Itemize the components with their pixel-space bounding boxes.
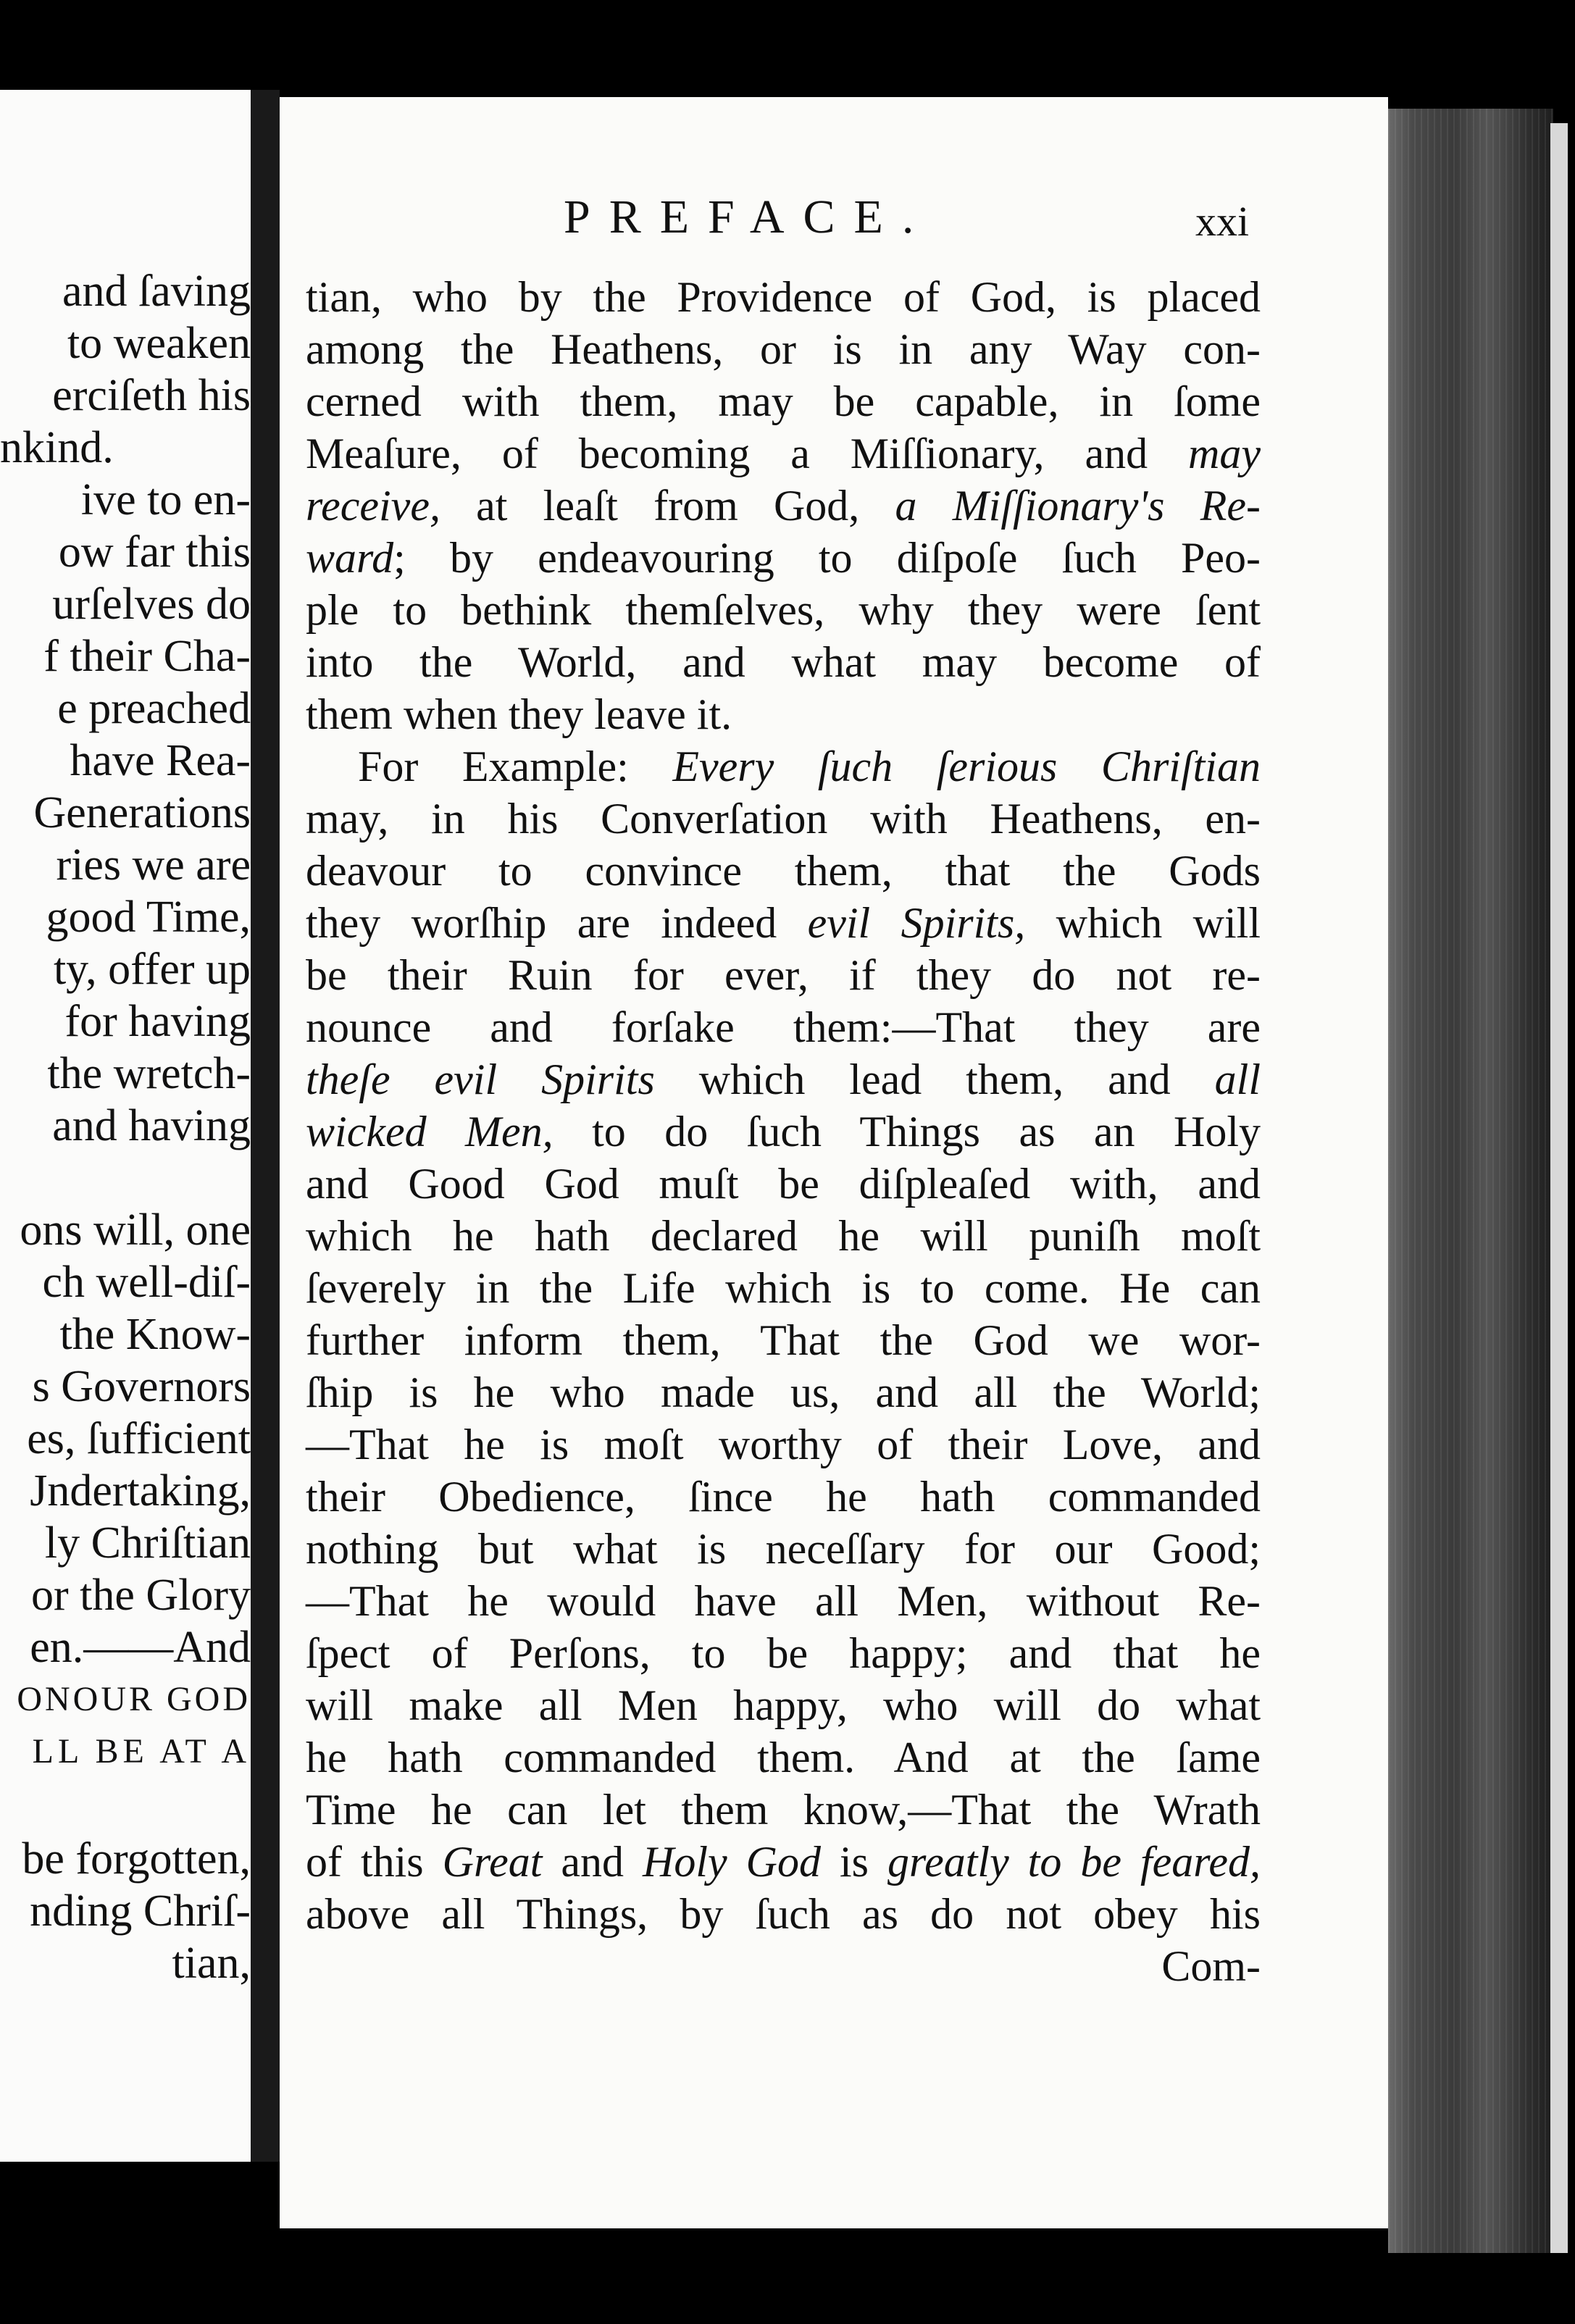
left-page-line: LL BE AT A	[32, 1732, 251, 1771]
text-run: is	[820, 1838, 887, 1886]
text-line: be their Ruin for ever, if they do not re-	[306, 951, 1261, 999]
text-line: —That he would have all Men, without Re-	[306, 1577, 1261, 1625]
left-page-line: urſelves do	[52, 580, 251, 629]
left-page-line: the wretch-	[47, 1049, 251, 1098]
text-line	[306, 427, 1261, 480]
left-page-line: nkind.	[0, 423, 114, 472]
italic-run: Great	[442, 1838, 543, 1886]
left-page-line: good Time,	[46, 893, 251, 942]
text-line	[306, 1105, 1261, 1158]
text-run: of this	[306, 1838, 443, 1886]
text-line: —That he is moſt worthy of their Love, and	[306, 1421, 1261, 1468]
left-page-line: ow far this	[58, 527, 251, 577]
italic-run: theſe evil Spirits	[306, 1056, 655, 1103]
text-line: above all Things, by ſuch as do not obey his	[306, 1890, 1261, 1938]
italic-run: receive,	[306, 482, 440, 530]
text-line	[306, 897, 1261, 949]
text-line: deavour to convince them, that the Gods	[306, 847, 1261, 895]
italic-run: all	[1214, 1056, 1261, 1103]
left-page-line: nding Chriſ-	[30, 1886, 251, 1936]
text-line: into the World, and what may become of	[306, 638, 1261, 686]
left-page-line: to weaken	[67, 319, 251, 368]
left-page-line: f their Cha-	[43, 632, 251, 681]
left-page-line: the Know-	[59, 1310, 251, 1359]
text-line: Time he can let them know,—That the Wrath	[306, 1786, 1261, 1834]
left-page-line: have Rea-	[70, 736, 251, 785]
left-page-line: ONOUR GOD	[17, 1680, 251, 1718]
left-page-line: en.——And	[30, 1623, 251, 1672]
text-line: he hath commanded them. And at the ſame	[306, 1734, 1261, 1781]
text-run: they worſhip are indeed	[306, 899, 808, 947]
text-line: ple to bethink themſelves, why they were ſent	[306, 586, 1261, 634]
text-line: may, in his Converſation with Heathens, en-	[306, 795, 1261, 843]
italic-run: ward	[306, 534, 394, 582]
text-run: to do ſuch Things as an Holy	[553, 1108, 1261, 1155]
page-edge-texture	[1388, 109, 1553, 2253]
text-line: among the Heathens, or is in any Way con-	[306, 325, 1261, 373]
page-number: xxi	[1195, 198, 1250, 245]
left-page-line: es, ſufficient	[27, 1414, 251, 1463]
text-line	[306, 532, 1261, 584]
text-line: tian, who by the Providence of God, is placed	[306, 273, 1261, 321]
left-page-line: Generations	[33, 788, 251, 837]
text-run: and	[542, 1838, 643, 1886]
text-run: which lead them, and	[654, 1056, 1215, 1103]
left-page-line: and having	[52, 1101, 251, 1150]
left-page-line: e preached	[57, 684, 251, 733]
italic-run: Every ſuch ſerious Chriſtian	[672, 743, 1261, 790]
left-page-line: for having	[64, 997, 251, 1046]
left-page-line: ive to en-	[80, 475, 251, 524]
text-line: ſpect of Perſons, to be happy; and that he	[306, 1629, 1261, 1677]
body-text	[306, 271, 1261, 1992]
text-line: nothing but what is neceſſary for our Good;	[306, 1525, 1261, 1573]
text-line	[306, 1836, 1261, 1888]
left-page-line: ty, offer up	[53, 945, 251, 994]
text-line: ſeverely in the Life which is to come. He can	[306, 1264, 1261, 1312]
text-line: ſhip is he who made us, and all the World;	[306, 1368, 1261, 1416]
italic-run: evil Spirits,	[807, 899, 1026, 947]
text-run: ; by endeavouring to diſpoſe ſuch Peo-	[393, 534, 1261, 582]
left-page-line: ries we are	[56, 840, 251, 890]
left-page-line: ch well-diſ-	[42, 1258, 251, 1307]
book-gutter	[251, 90, 280, 2162]
left-page-line: s Governors	[32, 1362, 251, 1411]
text-line	[306, 740, 1261, 793]
italic-run: greatly to be feared,	[887, 1838, 1261, 1886]
text-line: and Good God muſt be diſpleaſed with, and	[306, 1160, 1261, 1208]
left-page-line: and ſaving	[62, 267, 251, 316]
catchword: Com-	[1161, 1942, 1261, 1990]
cover-edge	[1550, 123, 1568, 2253]
text-run: For Example:	[358, 743, 673, 790]
italic-run: a Miſſionary's Re-	[895, 482, 1261, 530]
text-line	[306, 1053, 1261, 1105]
left-page-line: tian,	[172, 1939, 251, 1988]
left-page-line: or the Glory	[30, 1571, 251, 1620]
text-line: will make all Men happy, who will do what	[306, 1681, 1261, 1729]
italic-run: Holy God	[643, 1838, 821, 1886]
text-run: at leaſt from God,	[440, 482, 895, 530]
left-page	[0, 90, 255, 2162]
left-page-line: ons will, one	[20, 1205, 251, 1255]
text-line: further inform them, That the God we wor-	[306, 1316, 1261, 1364]
left-page-line: erciſeth his	[52, 371, 251, 420]
running-header: PREFACE.	[564, 191, 933, 243]
text-line: their Obedience, ſince he hath commanded	[306, 1473, 1261, 1521]
text-line: them when they leave it.	[306, 690, 732, 738]
text-line: cerned with them, may be capable, in ſome	[306, 377, 1261, 425]
left-page-line: ly Chriſtian	[44, 1518, 251, 1568]
text-run: Meaſure, of becoming a Miſſionary, and	[306, 430, 1189, 477]
italic-run: wicked Men,	[306, 1108, 553, 1155]
left-page-line: be forgotten,	[22, 1834, 251, 1884]
text-line: nounce and forſake them:—That they are	[306, 1003, 1261, 1051]
text-run: which will	[1025, 899, 1261, 947]
left-page-line: Jndertaking,	[30, 1466, 251, 1516]
text-line	[306, 480, 1261, 532]
text-line: which he hath declared he will puniſh moſt	[306, 1212, 1261, 1260]
italic-run: may	[1188, 430, 1261, 477]
